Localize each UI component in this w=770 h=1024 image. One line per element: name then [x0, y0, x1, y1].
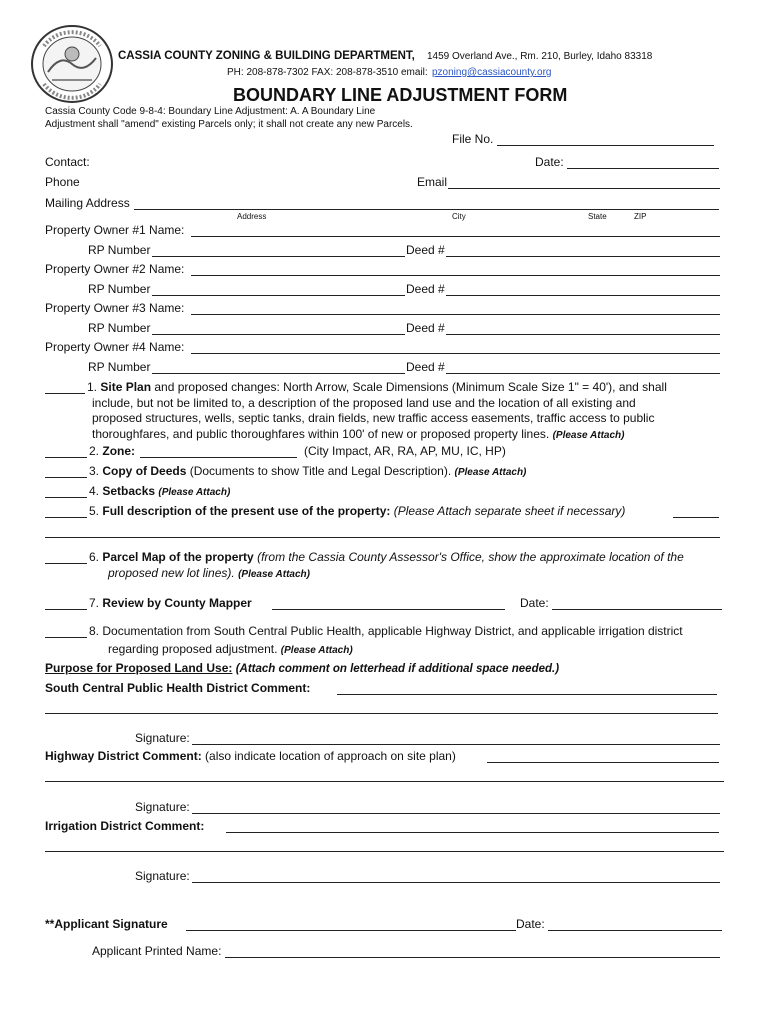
owner3-rp-input[interactable]	[152, 334, 405, 335]
owner2-deed-input[interactable]	[446, 295, 720, 296]
mapper-review-input[interactable]	[272, 609, 505, 610]
applicant-date-input[interactable]	[548, 930, 722, 931]
item1-text: 1. Site Plan and proposed changes: North Arrow, Scale Dimensions (Minimum Scale Size 1" = 40'), and shall	[87, 380, 667, 394]
item8-text-line2: regarding proposed adjustment. (Please Attach)	[108, 642, 353, 656]
applicant-printed-name-label: Applicant Printed Name:	[92, 944, 222, 958]
health-comment-label: South Central Public Health District Comment:	[45, 681, 311, 695]
item1-text-line2: include, but not be limited to, a description of the proposed land use and the location of all existing and	[92, 396, 636, 410]
mailing-address-label: Mailing Address	[45, 196, 130, 210]
date-label: Date:	[535, 155, 564, 169]
irrigation-signature-label: Signature:	[135, 869, 190, 883]
irrigation-comment-input[interactable]	[226, 832, 719, 833]
item5-text: 5. Full description of the present use of the property: (Please Attach separate sheet if necessary)	[89, 504, 626, 518]
owner4-deed-input[interactable]	[446, 373, 720, 374]
zone-input[interactable]	[140, 457, 297, 458]
owner1-deed-input[interactable]	[446, 256, 720, 257]
mailing-address-input[interactable]	[134, 209, 719, 210]
sublabel-address: Address	[237, 212, 267, 221]
owner1-rp-label: RP Number	[88, 243, 151, 257]
department-name: CASSIA COUNTY ZONING & BUILDING DEPARTMENT,	[118, 50, 415, 62]
form-title: BOUNDARY LINE ADJUSTMENT FORM	[233, 85, 568, 105]
email-input[interactable]	[448, 188, 720, 189]
file-no-input[interactable]	[497, 145, 714, 146]
department-email-link[interactable]: pzoning@cassiacounty.org	[432, 67, 552, 78]
owner4-rp-input[interactable]	[152, 373, 405, 374]
highway-comment-input[interactable]	[487, 762, 719, 763]
department-address: 1459 Overland Ave., Rm. 210, Burley, Idaho 83318	[427, 51, 653, 62]
sublabel-state: State	[588, 212, 607, 221]
owner2-name-input[interactable]	[191, 275, 720, 276]
irrigation-comment-line2[interactable]	[45, 851, 724, 852]
applicant-printed-name-input[interactable]	[225, 957, 720, 958]
irrigation-comment-label: Irrigation District Comment:	[45, 819, 205, 833]
item1-checkbox-line[interactable]	[45, 393, 85, 394]
highway-comment-line2[interactable]	[45, 781, 724, 782]
item3-text: 3. Copy of Deeds (Documents to show Title and Legal Description). (Please Attach)	[89, 464, 527, 478]
mapper-date-input[interactable]	[552, 609, 722, 610]
item6-text-line2: proposed new lot lines). (Please Attach)	[108, 566, 310, 580]
health-signature-input[interactable]	[192, 744, 720, 745]
owner1-rp-input[interactable]	[152, 256, 405, 257]
owner2-rp-input[interactable]	[152, 295, 405, 296]
sublabel-zip: ZIP	[634, 212, 647, 221]
owner4-name-input[interactable]	[191, 353, 720, 354]
sublabel-city: City	[452, 212, 466, 221]
applicant-signature-input[interactable]	[186, 930, 516, 931]
owner2-name-label: Property Owner #2 Name:	[45, 262, 185, 276]
applicant-signature-label: **Applicant Signature	[45, 917, 168, 931]
code-note-line1: Cassia County Code 9-8-4: Boundary Line Adjustment: A. A Boundary Line	[45, 106, 376, 117]
highway-signature-input[interactable]	[192, 813, 720, 814]
zone-options: (City Impact, AR, RA, AP, MU, IC, HP)	[304, 444, 506, 458]
item5-description-line2[interactable]	[45, 537, 720, 538]
item2-label: 2. Zone:	[89, 444, 136, 458]
county-seal-logo	[30, 24, 114, 104]
code-note-line2: Adjustment shall "amend" existing Parcels only; it shall not create any new Parcels.	[45, 119, 413, 130]
item3-checkbox-line[interactable]	[45, 477, 87, 478]
highway-comment-label: Highway District Comment: (also indicate location of approach on site plan)	[45, 749, 456, 763]
item8-checkbox-line[interactable]	[45, 637, 87, 638]
owner4-rp-label: RP Number	[88, 360, 151, 374]
highway-signature-label: Signature:	[135, 800, 190, 814]
item1-text-line3: proposed structures, wells, septic tanks, drain fields, new traffic access easements, traffic access to public	[92, 411, 655, 425]
email-label: email:	[401, 67, 428, 78]
date-input[interactable]	[567, 168, 719, 169]
item4-checkbox-line[interactable]	[45, 497, 87, 498]
file-no-label: File No.	[452, 132, 494, 146]
applicant-date-label: Date:	[516, 917, 545, 931]
owner3-deed-label: Deed #	[406, 321, 445, 335]
owner2-deed-label: Deed #	[406, 282, 445, 296]
contact-label: Contact:	[45, 155, 90, 169]
email-field-label: Email	[417, 175, 448, 189]
mapper-date-label: Date:	[520, 596, 549, 610]
health-comment-input[interactable]	[337, 694, 717, 695]
owner4-name-label: Property Owner #4 Name:	[45, 340, 185, 354]
irrigation-signature-input[interactable]	[192, 882, 720, 883]
item8-text: 8. Documentation from South Central Public Health, applicable Highway District, and applicable irrigation district	[89, 624, 683, 638]
item5-description-input[interactable]	[673, 517, 719, 518]
owner1-name-label: Property Owner #1 Name:	[45, 223, 185, 237]
health-comment-line2[interactable]	[45, 713, 718, 714]
department-phone-fax: PH: 208-878-7302 FAX: 208-878-3510	[227, 67, 399, 78]
item5-checkbox-line[interactable]	[45, 517, 87, 518]
item1-text-line4: thoroughfares, and public thoroughfares within 100' of new or proposed property lines. (Please Attach)	[92, 427, 625, 441]
item7-text: 7. Review by County Mapper	[89, 596, 252, 610]
item2-checkbox-line[interactable]	[45, 457, 87, 458]
purpose-heading: Purpose for Proposed Land Use: (Attach comment on letterhead if additional space needed.)	[45, 661, 560, 675]
owner3-name-input[interactable]	[191, 314, 720, 315]
phone-label: Phone	[45, 175, 80, 189]
owner1-name-input[interactable]	[191, 236, 720, 237]
owner3-deed-input[interactable]	[446, 334, 720, 335]
item6-text: 6. Parcel Map of the property (from the Cassia County Assessor's Office, show the approximate location of the	[89, 550, 684, 564]
owner2-rp-label: RP Number	[88, 282, 151, 296]
owner4-deed-label: Deed #	[406, 360, 445, 374]
health-signature-label: Signature:	[135, 731, 190, 745]
owner3-rp-label: RP Number	[88, 321, 151, 335]
owner1-deed-label: Deed #	[406, 243, 445, 257]
item6-checkbox-line[interactable]	[45, 563, 87, 564]
owner3-name-label: Property Owner #3 Name:	[45, 301, 185, 315]
item4-text: 4. Setbacks (Please Attach)	[89, 484, 231, 498]
item7-checkbox-line[interactable]	[45, 609, 87, 610]
